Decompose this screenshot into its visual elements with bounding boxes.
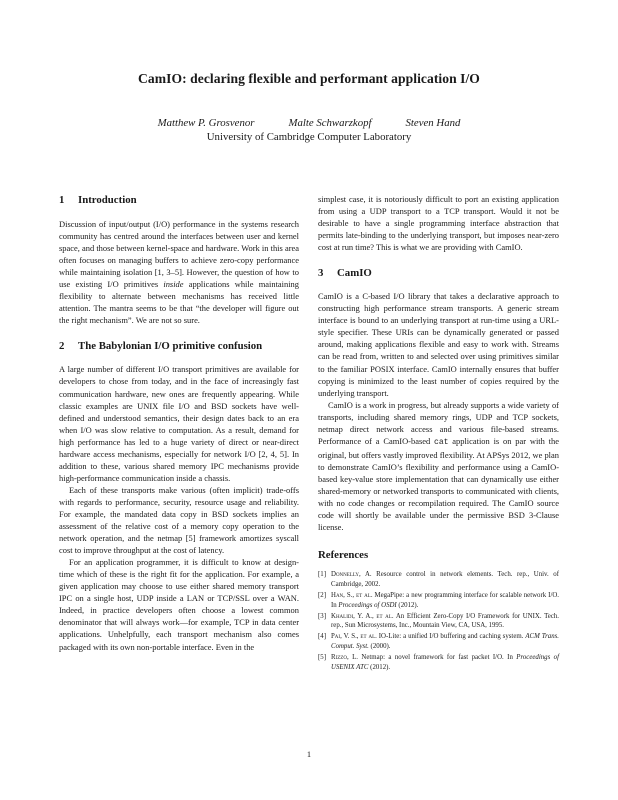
body-paragraph: CamIO is a C-based I/O library that takes a declarative approach to constructing high performance stream transports. A generic stream interface is bound to an underlying transport at run-time using a URL-style specifier. These URIs can be dynamically generated or passed around, making applications flexible and easy to work with. Streams can be read from, written to and selected over using primitives similar to the familiar POSIX interface. CamIO internally ensures that buffer copying is minimized to the least number of copies required by the underlying transport. xyxy=(318,291,559,398)
text-run: CamIO is a work in progress, but already supports a wide variety of transports, including shared memory rings, UDP and TCP sockets, netmap direct network access and various file-based streams. Performance of a CamIO-based xyxy=(318,399,559,446)
author-name: Malte Schwarzkopf xyxy=(288,117,372,129)
text-run: (2000). xyxy=(368,643,391,651)
body-paragraph: For an application programmer, it is difficult to know at design-time which of these is the right fit for the application. For example, a given application may choose to use either shared memory transport IPC on a single host, UDP inside a LAN or TCP/SSL over a WAN. Indeed, in practice developers often choose a lowest common denominator that will always work—for example, TCP in data center applications. Unhelpfully, each transport mechanism also comes packaged with its own non-portable interface. Even in the xyxy=(59,557,299,652)
text-run: An Efficient Zero-Copy I/O Framework for UNIX. Tech. rep., Sun Microsystems, Inc., Mountain View, CA, USA, 1995. xyxy=(331,612,559,630)
reference-text xyxy=(331,570,559,590)
reference-venue: Proceedings of OSDI xyxy=(338,601,397,609)
affiliation: University of Cambridge Computer Laboratory xyxy=(206,130,412,143)
body-paragraph xyxy=(318,399,559,534)
paper-title: CamIO: declaring flexible and performant application I/O xyxy=(138,71,480,86)
author-list xyxy=(0,117,618,131)
reference-item xyxy=(318,653,559,673)
right-column xyxy=(318,193,559,674)
section-heading-camio xyxy=(318,267,559,280)
section-spacer xyxy=(318,533,559,549)
reference-item xyxy=(318,612,559,632)
text-run: Resource control in network elements. Tech. rep., Univ. of Cambridge, 2002. xyxy=(331,571,559,588)
section-heading-introduction xyxy=(59,194,299,207)
section-number: 2 xyxy=(59,339,65,352)
references-heading: References xyxy=(318,549,369,562)
text-run: (2012). xyxy=(396,601,419,609)
body-paragraph: A large number of different I/O transport primitives are available for developers to chose from today, and in the face of increasingly fast communication hardware, new ones are frequently appearing. While classic examples are UNIX file I/O and BSD sockets have well-defined and understood semantics, their design dates back to an era when I/O was slow relative to computation. As a result, demand for high performance has led to a huge variety of direct or near-direct hardware access mechanisms, especially for network I/O [2, 4, 5]. In addition to these, various shared memory IPC mechanisms provide high-performance communication inside a chassis. xyxy=(59,364,299,483)
section-spacer xyxy=(318,253,559,267)
reference-text xyxy=(331,632,559,652)
section-number: 1 xyxy=(59,194,65,206)
reference-text xyxy=(331,591,559,611)
author-block xyxy=(0,117,618,144)
emphasis-text: inside xyxy=(163,278,184,289)
reference-author: Han, S., et al. xyxy=(331,591,373,599)
body-paragraph: Each of these transports make various (often implicit) trade-offs with regards to performance, security, resource usage and reliability. For example, the mandated data copy in BSD sockets implies an assessment of the relative cost of a memory copy operation to the network operation, and the netmap [5] framework amortizes syscall cost to improve throughput at the cost of latency. xyxy=(59,484,299,556)
reference-text xyxy=(331,653,559,673)
reference-venue: Proceedings of USENIX ATC xyxy=(331,653,559,671)
reference-author: Pai, V. S., et al. xyxy=(331,633,377,641)
code-text: cat xyxy=(434,437,449,447)
reference-author: Rizzo, L. xyxy=(331,653,358,661)
reference-author: Donnelly, A. xyxy=(331,571,372,579)
reference-item xyxy=(318,591,559,611)
text-run: IO-Lite: a unified I/O buffering and caching system. xyxy=(376,633,526,641)
reference-number: [1] xyxy=(318,571,326,579)
reference-text xyxy=(331,612,559,632)
left-column xyxy=(59,194,299,653)
reference-number: [2] xyxy=(318,591,326,599)
reference-number: [3] xyxy=(318,612,326,620)
page-number: 1 xyxy=(306,749,312,759)
reference-author: Khalidi, Y. A., et al. xyxy=(331,612,394,620)
intro-paragraph xyxy=(59,218,299,326)
text-run: Discussion of input/output (I/O) performance in the systems research community has centred around the interfaces between user and kernel space, and those between kernel-space and hardware. Work in this area often focuses on managing buffers to achieve zero-copy performance while maintaining isolation [1, 3–5]. However, the question of how to use existing I/O primitives xyxy=(59,218,299,289)
text-run: Netmap: a novel framework for fast packet I/O. In xyxy=(357,653,517,661)
text-run: MegaPipe: a new programming interface for scalable network I/O. In xyxy=(331,591,559,609)
reference-item xyxy=(318,570,559,590)
section-spacer xyxy=(59,326,299,340)
reference-item xyxy=(318,632,559,652)
section-number: 3 xyxy=(318,266,324,279)
text-run: application is on par with the original, but offers vastly improved flexibility. At APSys 2012, we plan to demonstrate CamIO’s flexibility and performance using a CamIO-based key-value store implementation that can dynamically use either shared-memory or networked transports to communicated with clients, with no code changes or recompilation required. The CamIO source code will shortly be available under the permissive BSD 3-Clause license. xyxy=(318,435,559,533)
author-name: Matthew P. Grosvenor xyxy=(157,117,255,129)
text-run: (2012). xyxy=(368,663,391,671)
section-title: Introduction xyxy=(78,194,137,206)
reference-list xyxy=(318,570,559,672)
reference-venue: ACM Trans. Comput. Syst. xyxy=(331,633,560,651)
section-title: The Babylonian I/O primitive confusion xyxy=(78,339,263,352)
reference-number: [5] xyxy=(318,653,326,661)
body-paragraph-continued: simplest case, it is notoriously difficult to port an existing application from using a UDP transport to a TCP transport. Would it not be desirable to have a single programming interface abstraction that permits late-binding to the underlying transport, but imposes near-zero cost at run time? This is what we are providing with CamIO. xyxy=(318,194,559,253)
section-title: CamIO xyxy=(337,266,372,279)
text-run: applications while maintaining flexibility to alternate between mechanisms has received little attention. The mantra seems to be that “the developer will figure out the right mechanism”. We are not so sure. xyxy=(59,278,299,325)
section-heading-babylonian xyxy=(59,340,299,353)
author-name: Steven Hand xyxy=(405,117,461,129)
reference-number: [4] xyxy=(318,633,326,641)
